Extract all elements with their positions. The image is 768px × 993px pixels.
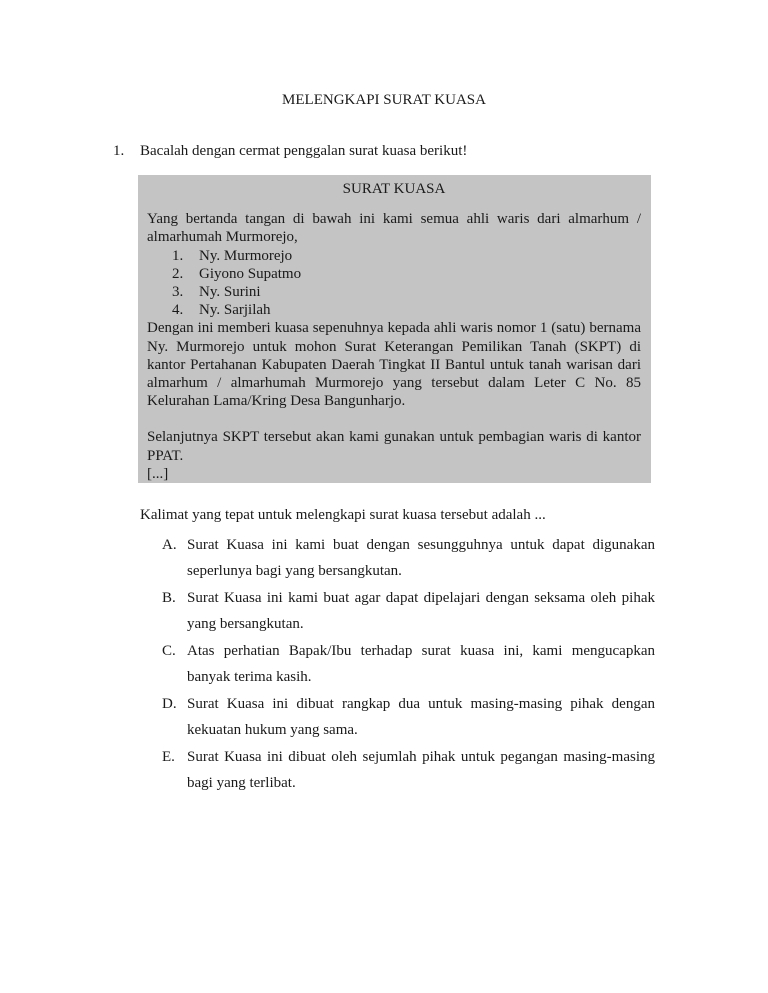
option-a[interactable] [162,532,655,584]
option-letter: B. [162,590,176,606]
heir-number: 4. [172,302,184,319]
question-instruction: Bacalah dengan cermat penggalan surat kuasa berikut! [140,143,468,159]
heir-item [147,247,641,265]
option-text: Surat Kuasa ini kami buat dengan sesungguhnya untuk dapat digunakan seperlunya bagi yang bersangkutan. [187,537,655,579]
letter-ellipsis: [...] [147,465,169,482]
option-text: Surat Kuasa ini dibuat rangkap dua untuk masing-masing pihak dengan kekuatan hukum yang sama. [187,696,655,738]
heir-item [147,301,641,319]
option-text: Atas perhatian Bapak/Ibu terhadap surat kuasa ini, kami mengucapkan banyak terima kasih. [187,643,655,685]
letter-intro: Yang bertanda tangan di bawah ini kami semua ahli waris dari almarhum / almarhumah Murmorejo, [147,211,641,246]
option-d[interactable] [162,691,655,743]
heir-item [147,265,641,283]
heir-number: 1. [172,247,184,264]
question-number: 1. [113,143,125,159]
option-text: Surat Kuasa ini kami buat agar dapat dipelajari dengan seksama oleh pihak yang bersangkutan. [187,590,655,632]
option-letter: D. [162,696,177,712]
heir-list [147,247,641,320]
heir-name: Ny. Sarjilah [199,302,271,319]
page-title: MELENGKAPI SURAT KUASA [282,92,486,108]
option-letter: C. [162,643,176,659]
heir-number: 3. [172,284,184,301]
letter-title: SURAT KUASA [342,181,446,197]
paragraph-gap [147,410,641,428]
letter-body: Dengan ini memberi kuasa sepenuhnya kepada ahli waris nomor 1 (satu) bernama Ny. Murmorejo untuk mohon Surat Keterangan Pemilikan Tanah (SKPT) di kantor Pertahanan Kabupaten Daerah Tingkat II Bantul untuk tanah warisan dari almarhum / almarhumah Murmorejo yang tersebut dalam Leter C No. 85 Kelurahan Lama/Kring Desa Bangunharjo. [147,320,641,410]
option-letter: A. [162,537,177,553]
heir-number: 2. [172,265,184,282]
option-c[interactable] [162,638,655,690]
heir-item [147,283,641,301]
option-letter: E. [162,749,175,765]
answer-options [162,532,655,797]
heir-name: Ny. Surini [199,284,261,301]
letter-excerpt-box [138,175,651,483]
letter-closing: Selanjutnya SKPT tersebut akan kami gunakan untuk pembagian waris di kantor PPAT. [147,429,641,464]
option-text: Surat Kuasa ini dibuat oleh sejumlah pihak untuk pegangan masing-masing bagi yang terlibat. [187,749,655,791]
question-prompt: Kalimat yang tepat untuk melengkapi surat kuasa tersebut adalah ... [140,507,546,523]
option-e[interactable] [162,744,655,796]
heir-name: Giyono Supatmo [199,265,302,282]
option-b[interactable] [162,585,655,637]
heir-name: Ny. Murmorejo [199,247,293,264]
